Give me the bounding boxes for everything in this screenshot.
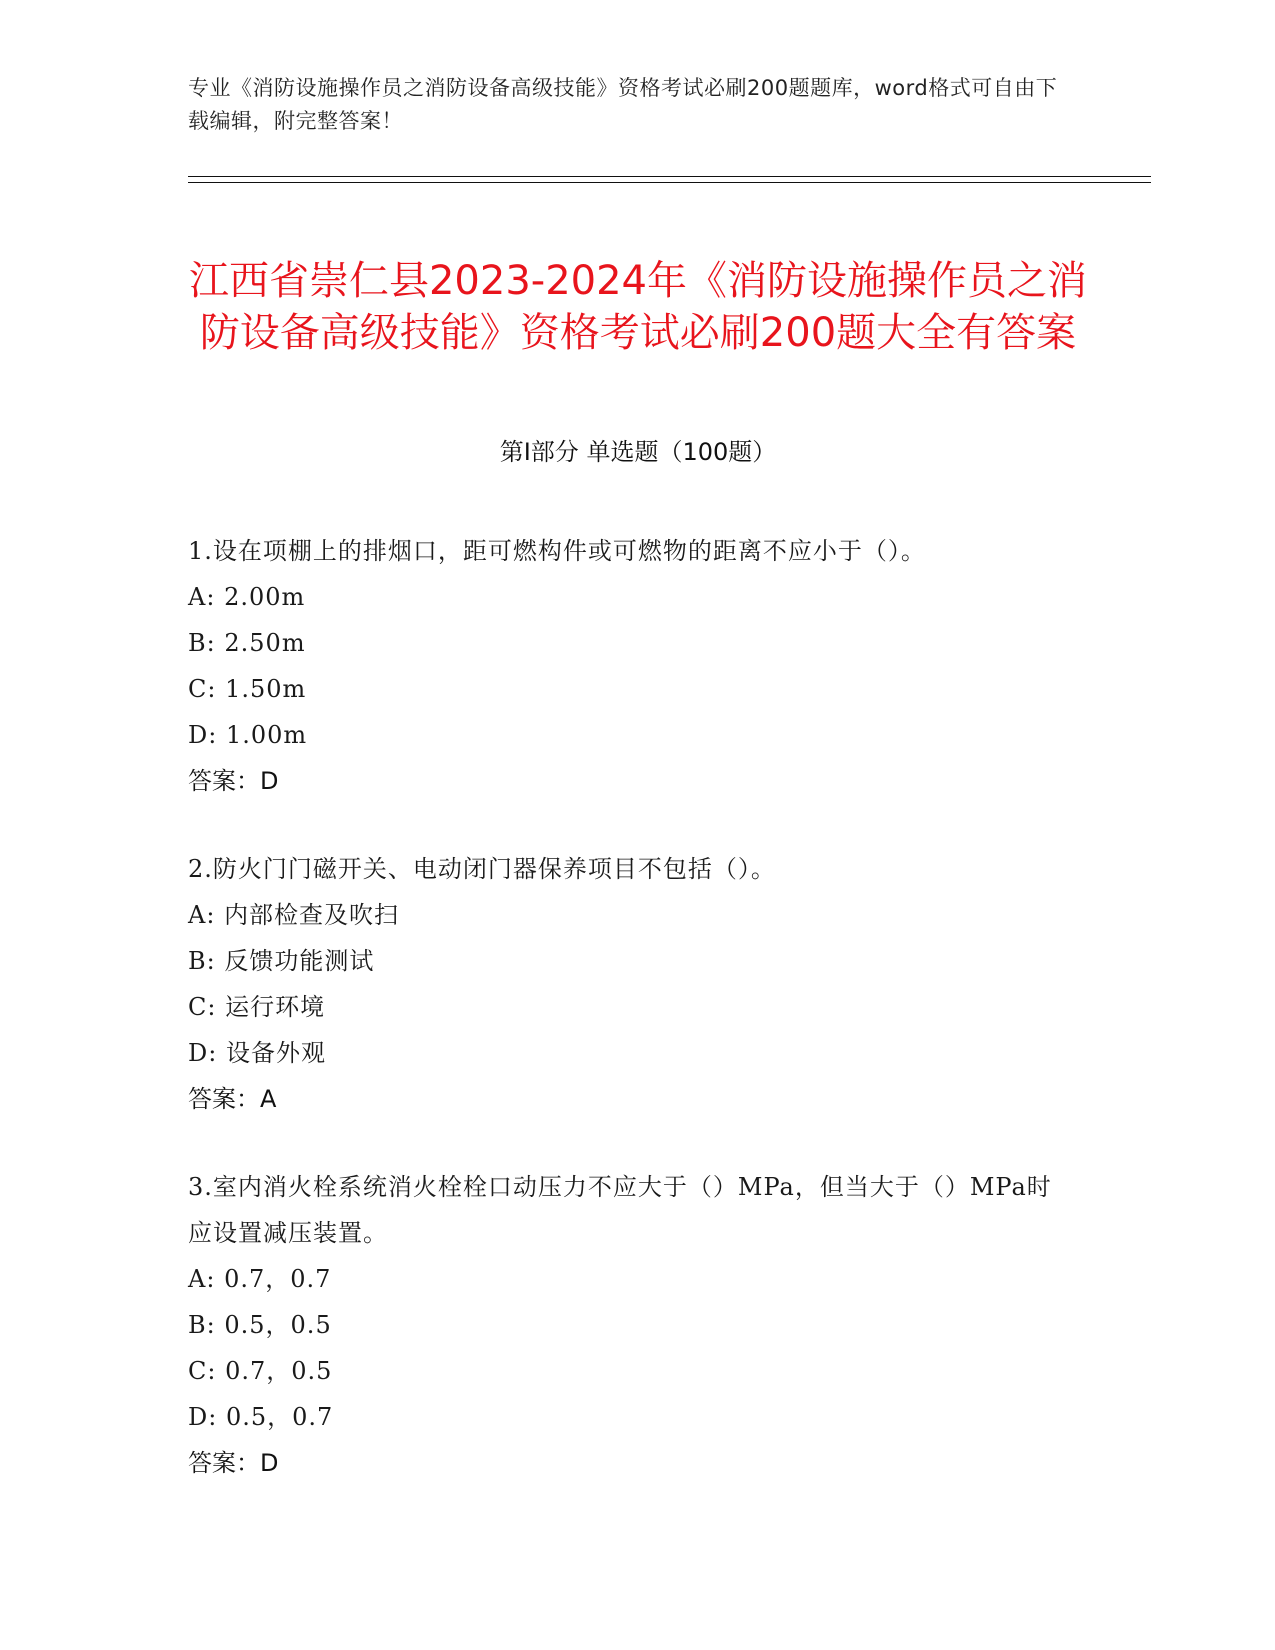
question-1: [188, 528, 1068, 804]
option-a: [188, 892, 1068, 938]
option-text: 0.5，0.5: [224, 1311, 332, 1339]
option-d: [188, 1030, 1068, 1076]
question-stem: 3.室内消火栓系统消火栓栓口动压力不应大于（）MPa，但当大于（）MPa时应设置减压装置。: [188, 1173, 1052, 1247]
answer-line: 答案：A: [188, 1085, 277, 1113]
option-c: [188, 1348, 1068, 1394]
option-text: 1.00m: [225, 721, 308, 749]
option-letter: B:: [188, 1311, 216, 1339]
option-c: [188, 984, 1068, 1030]
option-text: 2.50m: [224, 629, 306, 657]
option-letter: C:: [188, 1357, 217, 1385]
option-text: 内部检查及吹扫: [224, 901, 400, 929]
option-letter: D:: [188, 1403, 218, 1431]
option-letter: B:: [188, 629, 216, 657]
option-a: [188, 1256, 1068, 1302]
option-text: 0.5，0.7: [225, 1403, 334, 1431]
header-note: 专业《消防设施操作员之消防设备高级技能》资格考试必刷200题题库，word格式可自由下载编辑，附完整答案！: [188, 76, 1058, 133]
question-stem: 1.设在项棚上的排烟口，距可燃构件或可燃物的距离不应小于（）。: [188, 537, 926, 565]
option-b: [188, 1302, 1068, 1348]
option-text: 反馈功能测试: [224, 947, 375, 975]
option-text: 2.00m: [224, 583, 306, 611]
option-letter: D:: [188, 1039, 218, 1067]
option-letter: A:: [188, 901, 216, 929]
question-2: [188, 846, 1068, 1122]
option-b: [188, 938, 1068, 984]
section-heading: 第Ⅰ部分 单选题（100题）: [499, 438, 777, 466]
question-3: [188, 1164, 1068, 1486]
option-d: [188, 1394, 1068, 1440]
option-d: [188, 712, 1068, 758]
option-text: 0.7，0.5: [225, 1357, 333, 1385]
option-letter: A:: [188, 1265, 216, 1293]
question-stem: 2.防火门门磁开关、电动闭门器保养项目不包括（）。: [188, 855, 776, 883]
option-letter: A:: [188, 583, 216, 611]
option-text: 运行环境: [225, 993, 326, 1021]
option-b: [188, 620, 1068, 666]
document-title: 江西省崇仁县2023-2024年《消防设施操作员之消防设备高级技能》资格考试必刷200题大全有答案: [188, 257, 1088, 356]
option-text: 设备外观: [225, 1039, 326, 1067]
option-a: [188, 574, 1068, 620]
question-list: [188, 528, 1068, 1528]
option-letter: C:: [188, 993, 217, 1021]
option-letter: B:: [188, 947, 216, 975]
option-letter: C:: [188, 675, 217, 703]
header-rule-bottom: [188, 182, 1151, 183]
option-c: [188, 666, 1068, 712]
answer-line: 答案：D: [188, 767, 279, 795]
option-letter: D:: [188, 721, 218, 749]
answer-line: 答案：D: [188, 1449, 279, 1477]
option-text: 1.50m: [225, 675, 307, 703]
header-rule-top: [188, 176, 1151, 177]
option-text: 0.7，0.7: [224, 1265, 332, 1293]
